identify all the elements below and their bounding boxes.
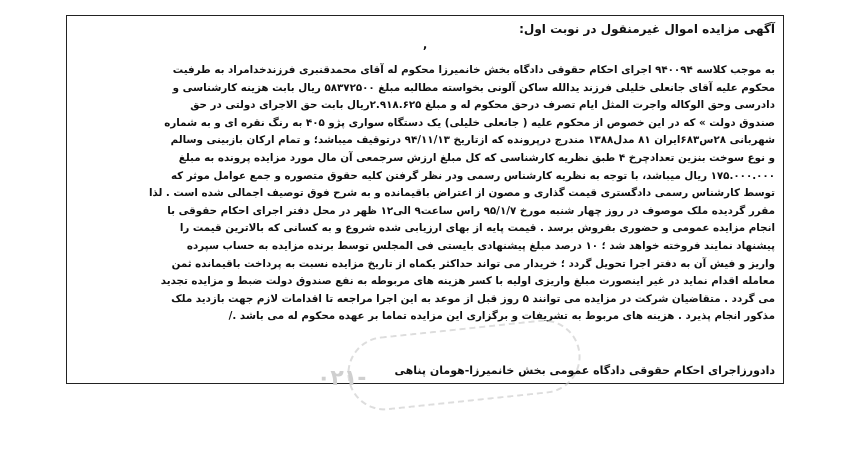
body-line: واریز و فیش آن به دفتر اجرا تحویل گردد ؛ خریدار می تواند حداکثر یکماه از تاریخ مزایده نسبت به پرداخت باقیمانده ثمن [171,257,775,270]
body-line: شهربانی ۲۸س۶۸۳ایران ۸۱ مدل۱۳۸۸ مندرج درپرونده که ازتاریخ ۹۴/۱۱/۱۳ درتوقیف میباشد؛ و تمام ارکان بازبینی وسالم [170,134,775,147]
body-line: مذکور انجام پذیرد . هزینه های مربوط به تشریفات و برگزاری این مزایده تماما بر عهده محکوم له می باشد ./ [228,310,775,323]
watermark-phone: ۰۲۱- [317,366,367,391]
body-line: و نوع سوخت بنزین تعدادچرخ ۴ طبق نظریه کارشناسی که کل مبلغ ارزش سرجمعی آن مال مورد مزایده پرونده به مبلغ [178,151,775,164]
body-line: صندوق دولت » که در این خصوص از محکوم علیه ( جانعلی خلیلی) یک دستگاه سواری پژو ۴۰۵ به رنگ نقره ای و به شماره [164,116,775,129]
signature-line: دادورزاجرای احکام حقوقی دادگاه عمومی بخش خانمیرزا-هومان پناهی [394,364,775,377]
body-line: محکوم علیه آقای جانعلی خلیلی فرزند یدالله ساکن آلونی بخواسته مطالبه مبلغ ۵۸۳۷۲۵۰۰ ریال بابت هزینه کارشناسی و [172,81,775,94]
notice-frame [66,15,784,391]
body-line: توسط کارشناس رسمی دادگستری قیمت گذاری و مصون از اعتراض باقیمانده و به شرح فوق توصیف اجمالی شده است . لذا [148,187,775,200]
body-line: مقرر گردیده ملک موصوف در روز چهار شنبه مورخ ۹۵/۱/۷ راس ساعت۹ الی۱۲ ظهر در محل دفتر اجرای احکام حقوقی با [167,204,775,217]
notice-body [75,62,775,326]
body-line: ۱۷۵.۰۰۰.۰۰۰ ریال میباشد، با توجه به نظریه کارشناس رسمی ودر نظر گرفتن کلیه حقوق متصوره و جمع عوامل موثر که [170,169,775,182]
body-line: انجام مزایده عمومی و حضوری بفروش برسد . قیمت پایه از بهای ارزیابی شده شروع و به کسانی که بالاترین قیمت را [179,222,775,235]
notice-mark: ٬ [422,44,428,58]
notice-title: آگهی مزایده اموال غیرمنقول در نوبت اول: [519,22,775,36]
body-line: پیشنهاد نمایند فروخته خواهد شد ؛ ۱۰ درصد مبلغ پیشنهادی بایستی فی المجلس توسط برنده مزایده به حساب سپرده [186,239,775,252]
body-line: می گردد . متقاضیان شرکت در مزایده می توانند ۵ روز قبل از موعد به این اجرا مراجعه تا اقدامات لازم جهت بازدید ملک [171,292,775,305]
body-line: دادرسی وحق الوکاله واجرت المثل ایام تصرف درحق محکوم له و مبلغ ۲.۹۱۸.۶۲۵ریال بابت حق الاجرای دولتی در حق [190,99,775,112]
body-line: به موجب کلاسه ۹۴۰۰۹۴ اجرای احکام حقوقی دادگاه بخش خانمیرزا محکوم له آقای محمدقنبری فرزندخدامراد به طرفیت [172,64,775,76]
body-line: معامله اقدام نماید در غیر اینصورت مبلغ واریزی اولیه با کسر هزینه های مربوطه به نفع صندوق دولت ضبط و مزایده تجدید [160,275,775,288]
